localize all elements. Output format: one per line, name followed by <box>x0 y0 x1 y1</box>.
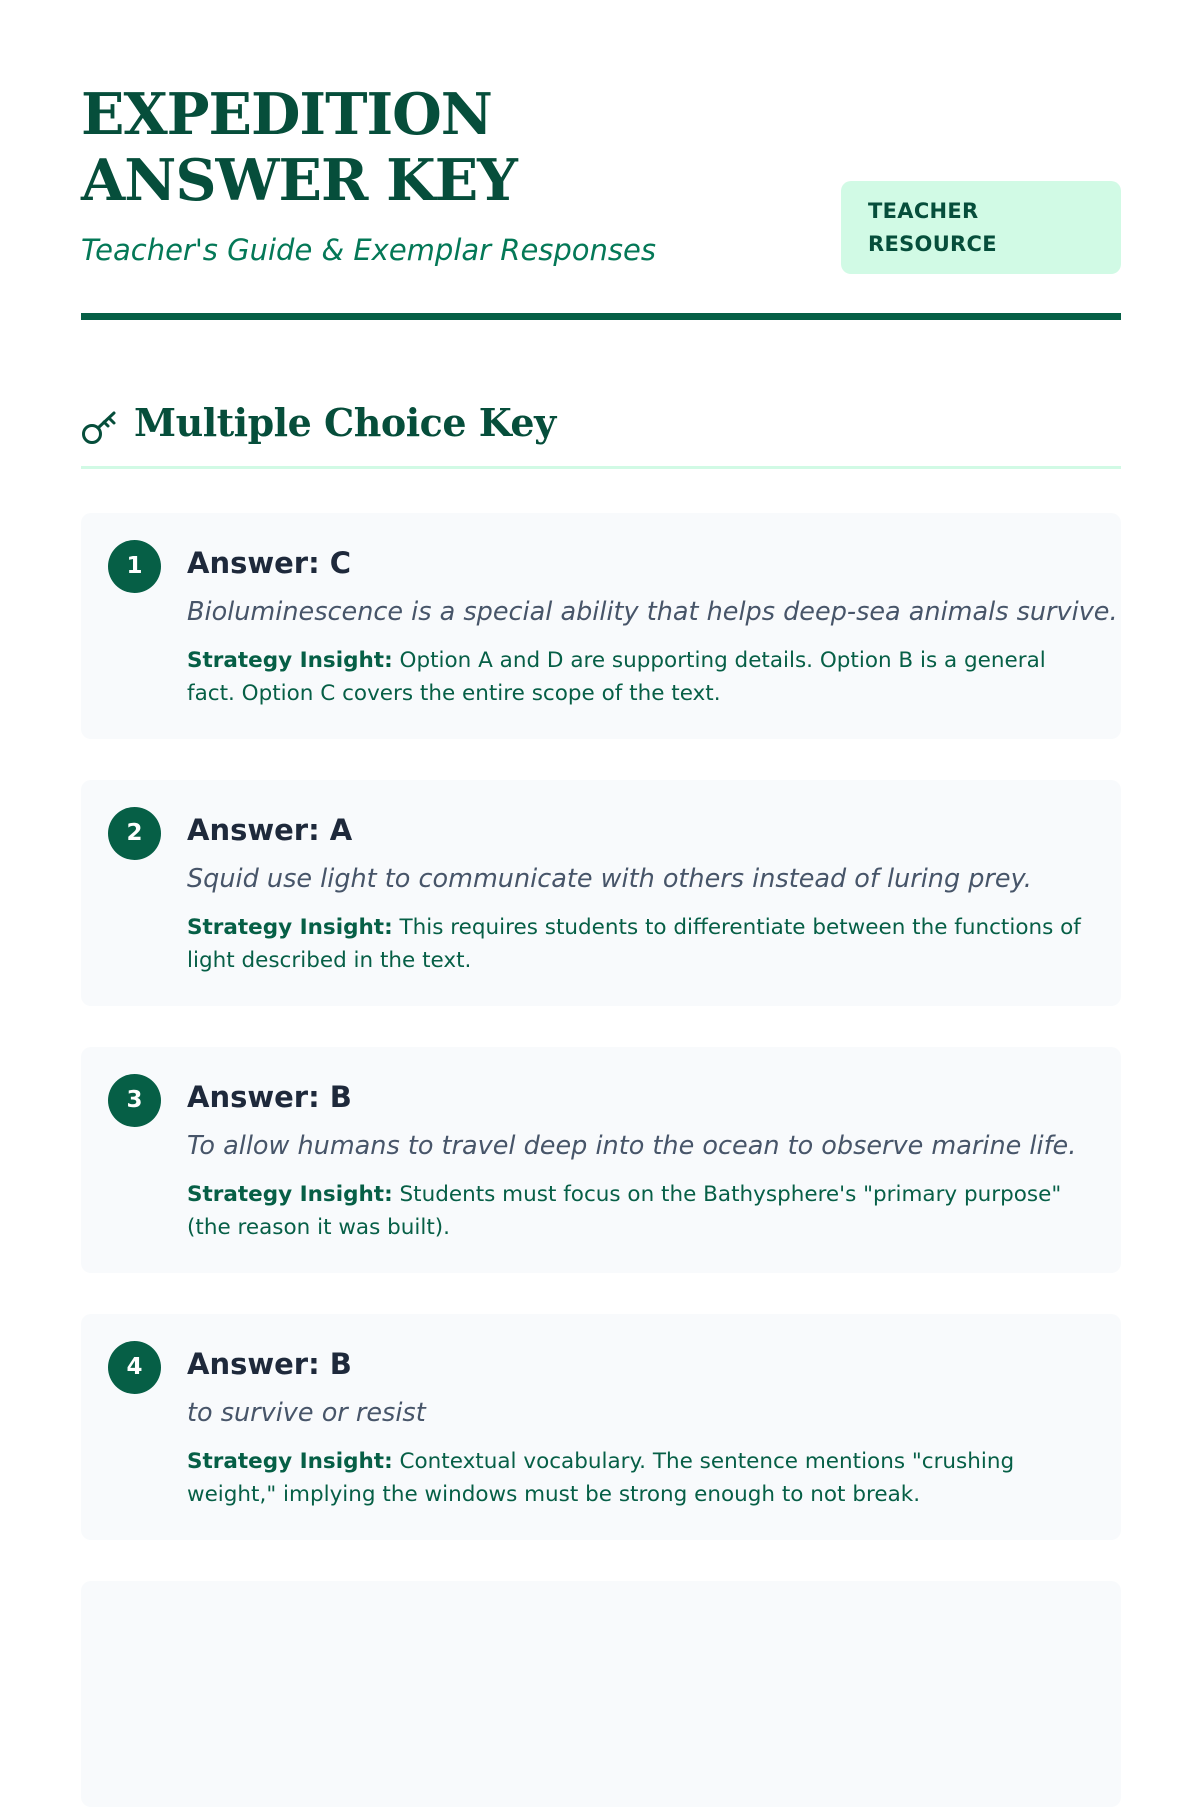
answer-label: Answer: B <box>187 1347 352 1381</box>
page-header <box>81 0 1121 324</box>
page-subtitle: Teacher's Guide & Exemplar Responses <box>81 233 656 267</box>
question-number-badge: 3 <box>108 1074 161 1127</box>
strategy-insight-text: Option A and D are supporting details. Option B is a general fact. Option C covers the entire scope of the text. <box>187 648 1046 706</box>
page-title: EXPEDITION ANSWER KEY <box>81 81 517 214</box>
key-icon <box>81 409 119 445</box>
strategy-insight-text: Contextual vocabulary. The sentence mentions "crushing weight," implying the windows must be strong enough to not break. <box>187 1449 1015 1507</box>
strategy-insight <box>187 1178 1097 1244</box>
answer-card <box>81 780 1121 1006</box>
question-number-badge: 1 <box>108 540 161 593</box>
section-header <box>81 395 1121 469</box>
strategy-insight-label: Strategy Insight: <box>187 648 393 673</box>
answer-card <box>81 1314 1121 1540</box>
answer-description: Bioluminescence is a special ability that helps deep-sea animals survive. <box>187 597 1118 627</box>
answer-description: Squid use light to communicate with others instead of luring prey. <box>187 864 1032 894</box>
strategy-insight-label: Strategy Insight: <box>187 1449 393 1474</box>
answer-card <box>81 513 1121 739</box>
answer-label: Answer: B <box>187 1080 352 1114</box>
answer-description: to survive or resist <box>187 1398 426 1428</box>
question-number-badge: 2 <box>108 807 161 860</box>
answer-key-page <box>81 0 1121 1507</box>
answer-label: Answer: C <box>187 546 352 580</box>
answer-description: To allow humans to travel deep into the ocean to observe marine life. <box>187 1131 1077 1161</box>
strategy-insight-text: Students must focus on the Bathysphere's "primary purpose" (the reason it was built). <box>187 1182 1062 1240</box>
strategy-insight-label: Strategy Insight: <box>187 915 393 940</box>
strategy-insight <box>187 1445 1097 1511</box>
answer-card <box>81 1581 1121 1807</box>
header-divider <box>81 313 1121 320</box>
section-title: Multiple Choice Key <box>134 400 556 445</box>
question-number-badge: 4 <box>108 1341 161 1394</box>
answer-label: Answer: A <box>187 813 353 847</box>
answer-card <box>81 1047 1121 1273</box>
strategy-insight <box>187 644 1097 710</box>
strategy-insight-label: Strategy Insight: <box>187 1182 393 1207</box>
teacher-resource-badge: TEACHER RESOURCE <box>841 181 1121 274</box>
strategy-insight <box>187 911 1097 977</box>
strategy-insight-text: This requires students to differentiate between the functions of light described in the text. <box>187 915 1081 973</box>
